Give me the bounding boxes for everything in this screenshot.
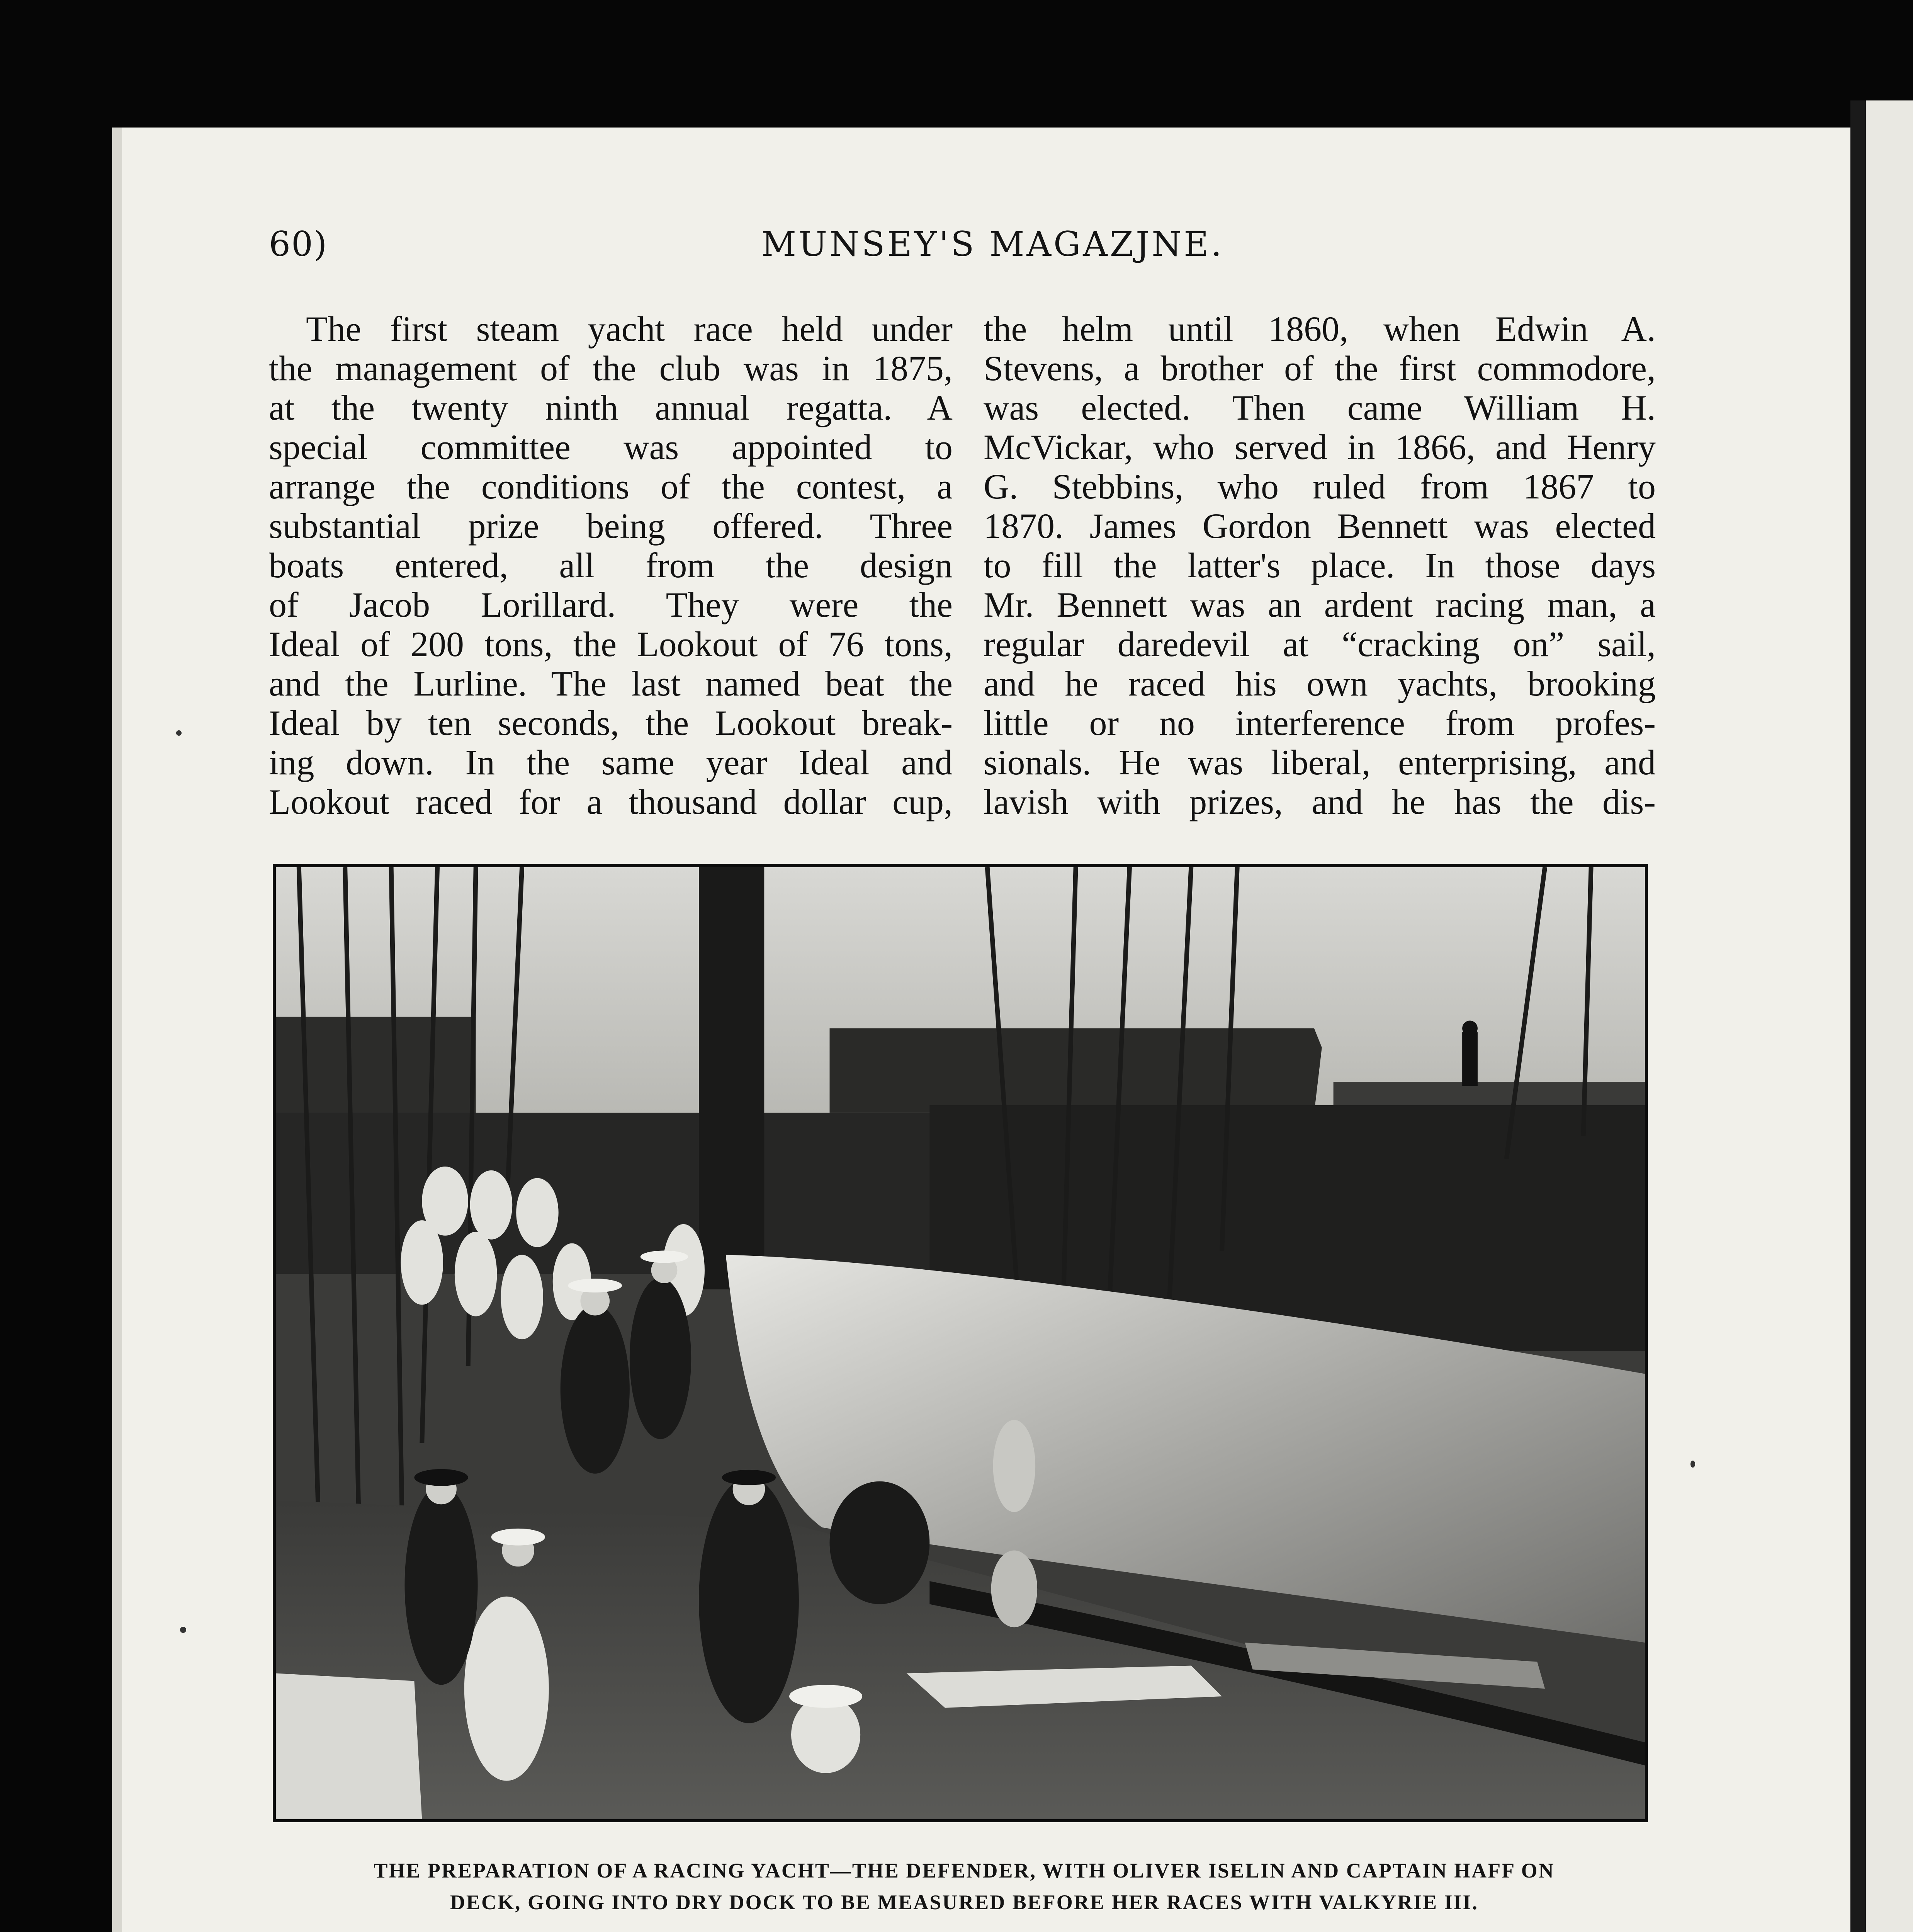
caption-line-2: DECK, GOING INTO DRY DOCK TO BE MEASURED BEFORE HER RACES WITH VALKYRIE III. [450, 1891, 1479, 1914]
text-line: regular daredevil at “cracking on” sail, [984, 624, 1656, 664]
photo-caption [250, 1855, 1679, 1918]
text-line: arrange the conditions of the contest, a [269, 467, 953, 506]
text-line: Lookout raced for a thousand dollar cup, [269, 782, 953, 821]
text-line: at the twenty ninth annual regatta. A [269, 388, 953, 427]
yacht-photograph [273, 864, 1648, 1822]
text-line: Ideal of 200 tons, the Lookout of 76 tons, [269, 624, 953, 664]
text-line: boats entered, all from the design [269, 546, 953, 585]
text-line: lavish with prizes, and he has the dis- [984, 782, 1656, 821]
next-page-edge [1850, 100, 1913, 1932]
page-number: 60) [269, 224, 328, 264]
text-line: ing down. In the same year Ideal and [269, 743, 953, 782]
text-line: special committee was appointed to [269, 427, 953, 467]
text-line: and the Lurline. The last named beat the [269, 664, 953, 703]
text-line: McVickar, who served in 1866, and Henry [984, 427, 1656, 467]
running-head [122, 224, 1850, 270]
text-line: G. Stebbins, who ruled from 1867 to [984, 467, 1656, 506]
text-line: the helm until 1860, when Edwin A. [984, 309, 1656, 349]
scan-speck [176, 730, 182, 736]
text-line: of Jacob Lorillard. They were the [269, 585, 953, 624]
text-line: The first steam yacht race held under [306, 309, 953, 349]
text-line: substantial prize being offered. Three [269, 506, 953, 546]
scan-speck [1690, 1461, 1695, 1468]
text-line: Stevens, a brother of the first commodore, [984, 349, 1656, 388]
text-line: the management of the club was in 1875, [269, 349, 953, 388]
text-column-top-right [984, 309, 1656, 821]
text-line: little or no interference from profes- [984, 703, 1656, 743]
text-line: and he raced his own yachts, brooking [984, 664, 1656, 703]
text-line: sionals. He was liberal, enterprising, and [984, 743, 1656, 782]
yacht-deck-image [276, 867, 1645, 1819]
scan-speck [180, 1627, 186, 1633]
text-line: was elected. Then came William H. [984, 388, 1656, 427]
text-line: 1870. James Gordon Bennett was elected [984, 506, 1656, 546]
text-line: Ideal by ten seconds, the Lookout break- [269, 703, 953, 743]
magazine-page [112, 128, 1850, 1932]
text-line: Mr. Bennett was an ardent racing man, a [984, 585, 1656, 624]
caption-line-1: THE PREPARATION OF A RACING YACHT—THE DEFENDER, WITH OLIVER ISELIN AND CAPTAIN HAFF ON [374, 1859, 1555, 1882]
magazine-title: MUNSEY'S MAGAZJNE. [761, 224, 1224, 264]
text-column-top-left [269, 309, 953, 821]
text-line: to fill the latter's place. In those days [984, 546, 1656, 585]
